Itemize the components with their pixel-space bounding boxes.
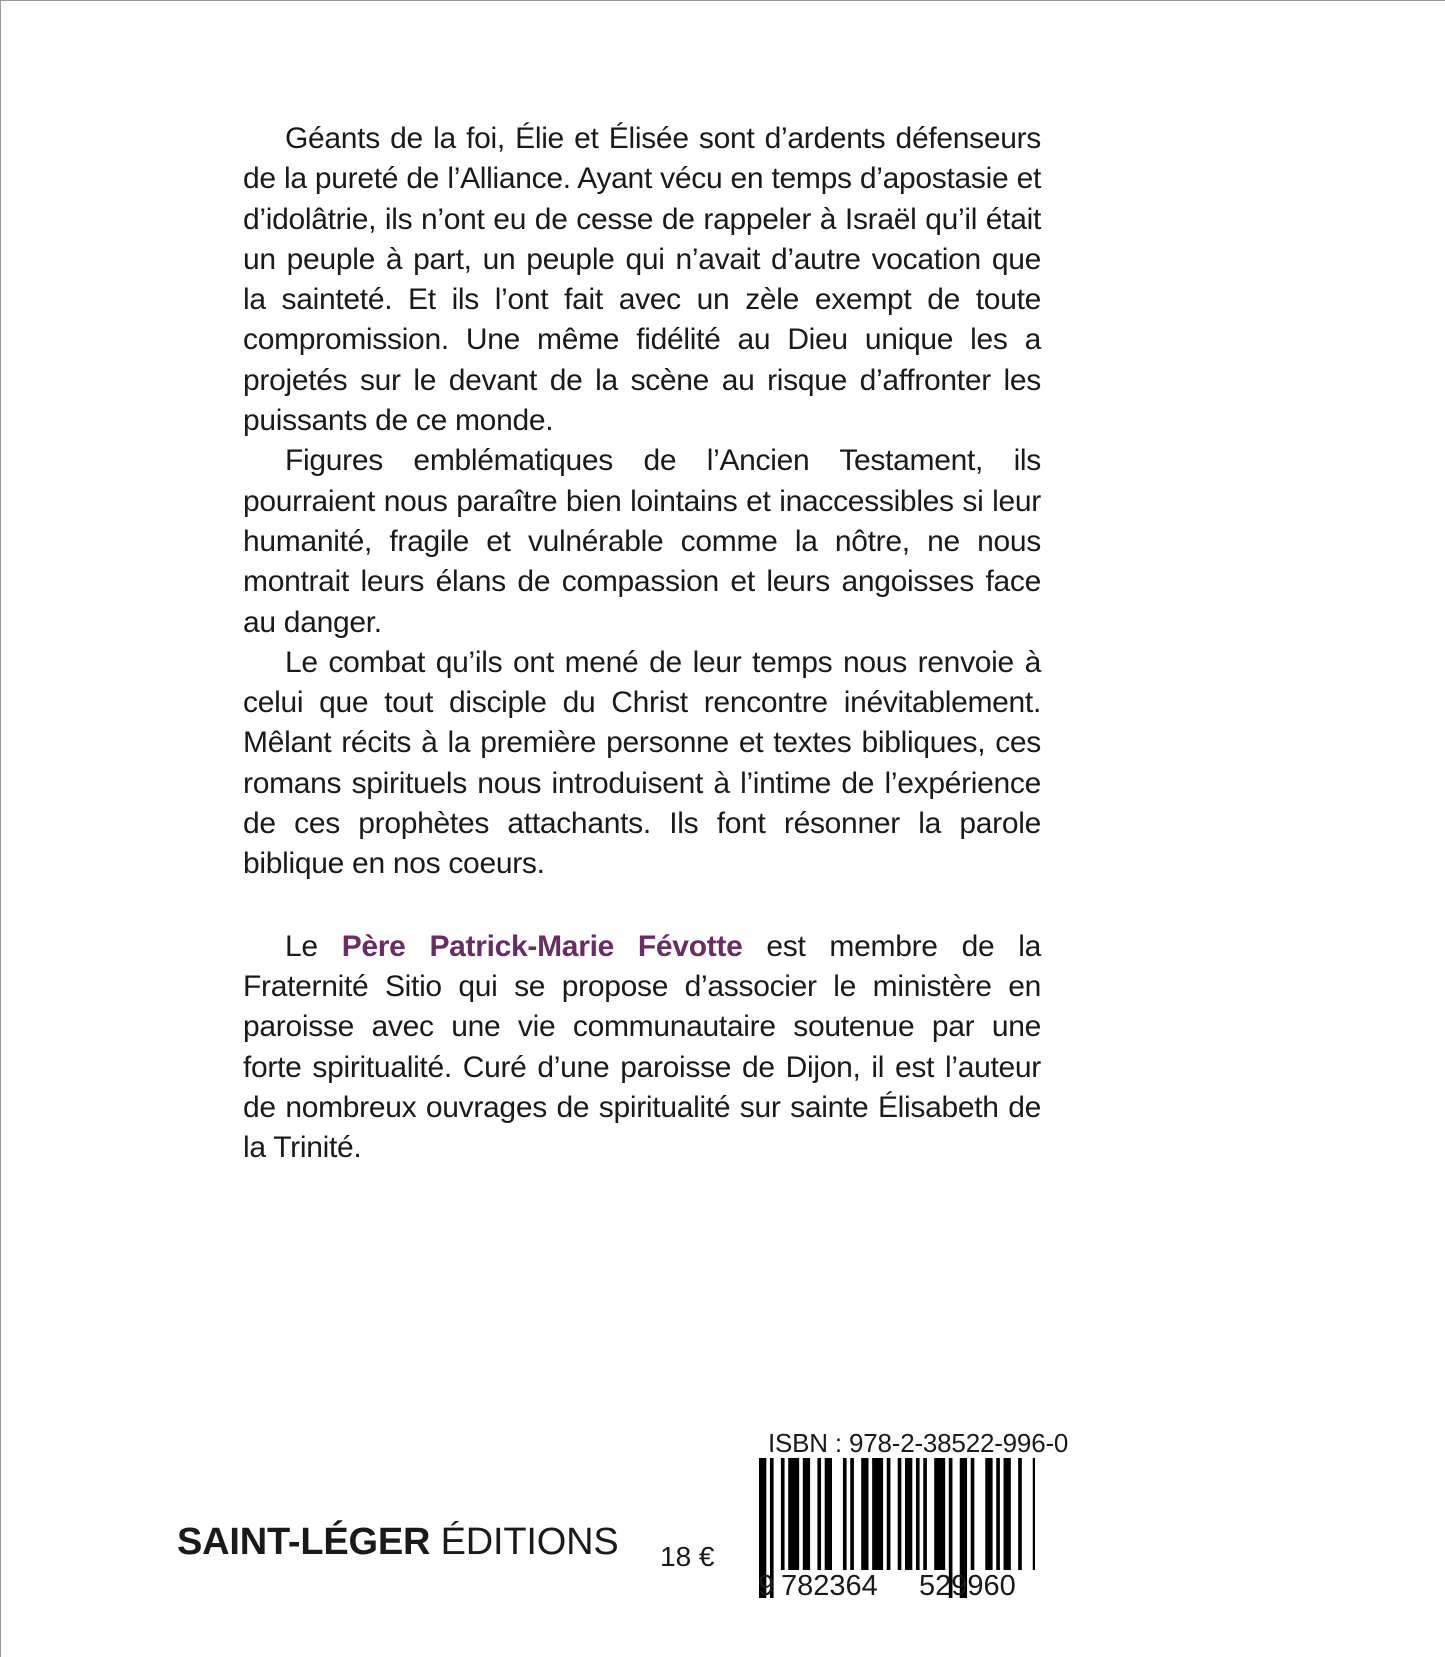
author-name: Père Patrick-Marie Févotte (341, 929, 743, 963)
barcode-bar (916, 1458, 920, 1570)
barcode-bar (1033, 1458, 1035, 1570)
barcode-bar (971, 1458, 975, 1570)
barcode-right-digits: 529960 (919, 1570, 1016, 1602)
publisher-logo (177, 1521, 619, 1564)
blurb-paragraph-1: Géants de la foi, Élie et Élisée sont d’ardents défenseurs de la pureté de l’Alliance. Ayant vécu en temps d’apostasie et d’idolâtrie, ils n’ont eu de cesse de rappeler à Israël qu’il était un peuple à part, un peuple qui n’avait d’autre vocation que la sainteté. Et ils l’ont fait avec un zèle exempt de toute compromission. Une même fidélité au Dieu unique les a projetés sur le devant de la scène au risque d’affronter les puissants de ce monde. (243, 122, 1041, 438)
blurb-paragraph-3: Le combat qu’ils ont mené de leur temps nous renvoie à celui que tout disciple du Christ rencontre inévitablement. Mêlant récits à la première personne et textes bibliques, ces romans spirituels nous introduisent à l’intime de l’expérience de ces prophètes attachants. Ils font résonner la parole biblique en nos coeurs. (243, 645, 1041, 881)
author-bio (243, 927, 1041, 1169)
barcode-bar (825, 1458, 832, 1570)
barcode-first-digit: 9 (758, 1570, 775, 1602)
barcode-bar (1004, 1458, 1011, 1570)
barcode-bar (872, 1458, 883, 1570)
barcode-bar (788, 1458, 799, 1570)
barcode-bar (861, 1458, 868, 1570)
barcode-bar (934, 1458, 945, 1570)
barcode-bar (898, 1458, 902, 1570)
isbn-label: ISBN : 978-2-38522-996-0 (768, 1428, 1069, 1458)
barcode-bar (923, 1458, 927, 1570)
barcode-bar (1018, 1458, 1022, 1570)
publisher-editions: ÉDITIONS (440, 1521, 619, 1563)
barcode-bar (996, 1458, 1000, 1570)
barcode-bar (817, 1458, 821, 1570)
author-bio-text: est membre de la Fraternité Sitio qui se propose d’associer le ministère en paroisse avec une vie communautaire soutenue par une forte spiritualité. Curé d’une paroisse de Dijon, il est l’auteur de nombreux ouvrages de spiritualité sur sainte Élisabeth de la Trinité. (243, 929, 1041, 1165)
author-bio-prefix: Le (285, 929, 318, 963)
barcode-bar (905, 1458, 912, 1570)
barcode-bar (887, 1458, 891, 1570)
barcode-bar (781, 1458, 785, 1570)
price: 18 € (660, 1541, 715, 1572)
publisher-name: SAINT-LÉGER (177, 1521, 431, 1563)
blurb-paragraph-2: Figures emblématiques de l’Ancien Testament, ils pourraient nous paraître bien lointains et inaccessibles si leur humanité, fragile et vulnérable comme la nôtre, ne nous montrait leurs élans de compassion et leurs angoisses face au danger. (243, 444, 1041, 639)
barcode-bar (850, 1458, 854, 1570)
barcode-bar (843, 1458, 847, 1570)
barcode-bar (803, 1458, 810, 1570)
barcode-bar (985, 1458, 992, 1570)
back-cover-text (243, 119, 1041, 1168)
paragraph-spacer (243, 885, 1041, 927)
barcode-left-digits: 782364 (781, 1570, 878, 1602)
